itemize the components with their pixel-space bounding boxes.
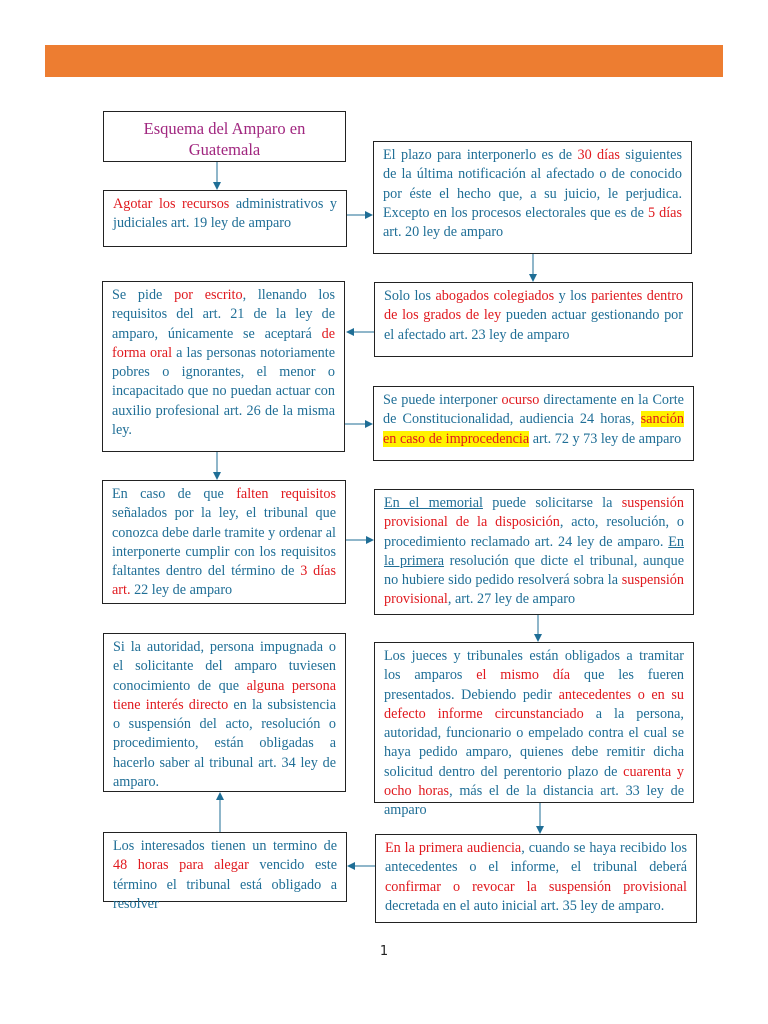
escrito-text-segment: , llenando los requisitos del art. 21 de la ley de amparo, únicamente se aceptará [112,287,335,342]
agotar-text-segment: administrativos y judiciales art. 19 ley de amparo [113,196,337,232]
autoridad-text-segment: en la subsistencia o suspensión del acto, resolución o procedimiento, están obligadas a hacerlo saber al tribunal art. 34 ley de amparo. [113,696,336,791]
box-plazo [373,141,692,254]
memorial-text-segment: , art. 27 ley de amparo [447,591,576,608]
agotar-text-segment: Agotar los recursos [113,196,230,212]
diagram-title: Esquema del Amparo en Guatemala [143,119,306,159]
faltan-text-segment: 3 días art. [112,563,336,599]
memorial-text-segment: En el memorial [384,495,483,511]
escrito-text-segment: Se pide [112,287,175,303]
faltan-text-segment: 22 ley de amparo [130,582,233,599]
plazo-text-segment: siguientes de la última notificación al afectado o de conocido por éste el hecho que, a su juicio, le perjudica. Excepto en los procesos electorales que es de [383,147,682,221]
box-agotar-recursos [103,190,347,247]
jueces-text-segment: Los jueces y tribunales están obligados a tramitar los amparos [384,648,684,684]
memorial-text-segment: suspensión provisional [384,572,684,608]
ocurso-text-segment: art. 72 y 73 ley de amparo [529,430,682,447]
interesados-text-segment: Los interesados tienen un termino de [113,838,337,854]
jueces-text-segment: , más el de la distancia art. 33 ley de amparo [384,783,684,819]
header-bar [45,45,723,77]
plazo-text-segment: El plazo para interponerlo es de [383,147,578,163]
audiencia-text-segment: confirmar o revocar la suspensión provisional [385,878,687,895]
box-memorial [374,489,694,615]
abogados-text-segment: abogados colegiados [435,288,555,304]
autoridad-text-segment: Si la autoridad, persona impugnada o el solicitante del amparo tuviesen conocimiento de que [113,639,336,694]
memorial-text-segment: resolución que dicte el tribunal, aunque no hubiere sido pedido resolverá sobra la [384,552,684,589]
escrito-text-segment: de forma oral [112,325,335,361]
memorial-text-segment: En la primera [384,533,684,569]
audiencia-text-segment: En la primera audiencia [385,840,522,856]
memorial-text-segment: puede solicitarse la [482,495,622,511]
diagram-title-box [103,111,346,162]
faltan-text-segment: falten requisitos [236,486,336,502]
interesados-text-segment: 48 horas para alegar [113,857,249,874]
box-interesados [103,832,347,912]
faltan-text-segment: En caso de que [112,486,237,502]
escrito-text-segment: por escrito [174,287,243,303]
faltan-text-segment: señalados por la ley, el tribunal que conozca debe darle tramite y ordenar al interponerte cumplir con los requisitos faltantes dentro del término de [112,505,336,580]
audiencia-text-segment: decretada en el auto inicial art. 35 ley de amparo. [385,897,665,914]
memorial-text-segment: suspensión provisional de la disposición [384,495,684,531]
ocurso-text-segment: Se puede interponer [383,392,502,408]
interesados-text-segment: vencido este término el tribunal está obligado a resolver [113,857,337,912]
escrito-text-segment: a las personas notoriamente pobres o ignorantes, el menor o incapacitado que no puedan actuar con auxilio profesional art. 26 de la misma ley. [112,344,335,439]
box-abogados [374,282,693,357]
audiencia-text-segment: , cuando se haya recibido los antecedentes o el informe, el tribunal deberá [385,840,687,876]
jueces-text-segment: a la persona, autoridad, funcionario o empelado contra el cual se haya pedido amparo, quienes debe remitir dicha solicitud dentro del perentorio plazo de [384,705,684,780]
box-autoridad [103,633,346,792]
jueces-text-segment: antecedentes o en su defecto informe circunstanciado [384,686,684,722]
abogados-text-segment: pueden actuar gestionando por el afectado art. 23 ley de amparo [384,307,683,343]
box-por-escrito [102,281,345,452]
abogados-text-segment: parientes dentro de los grados de ley [384,288,684,324]
jueces-text-segment: que les fueren presentados. Debiendo pedir [384,667,684,703]
ocurso-text-segment: sanción en caso de improcedencia [383,411,684,447]
plazo-text-segment: 30 días [577,147,620,163]
ocurso-text-segment: directamente en la Corte de Constitucionalidad, audiencia 24 horas, [383,392,684,428]
plazo-text-segment: 5 días [647,204,683,221]
memorial-text-segment: , acto, resolución, o procedimiento reclamado art. 24 ley de amparo. [384,514,684,550]
box-faltan-requisitos [102,480,346,604]
box-jueces-tribunales [374,642,694,819]
abogados-text-segment: y los [554,288,592,304]
box-ocurso [373,386,694,461]
jueces-text-segment: el mismo día [476,667,571,684]
abogados-text-segment: Solo los [384,288,436,304]
box-primera-audiencia [375,834,697,923]
autoridad-text-segment: alguna persona tiene interés directo [113,677,336,713]
plazo-text-segment: art. 20 ley de amparo [383,224,504,241]
jueces-text-segment: cuarenta y ocho horas [384,763,684,800]
ocurso-text-segment: ocurso [501,392,540,408]
page-number: 1 [379,944,389,959]
